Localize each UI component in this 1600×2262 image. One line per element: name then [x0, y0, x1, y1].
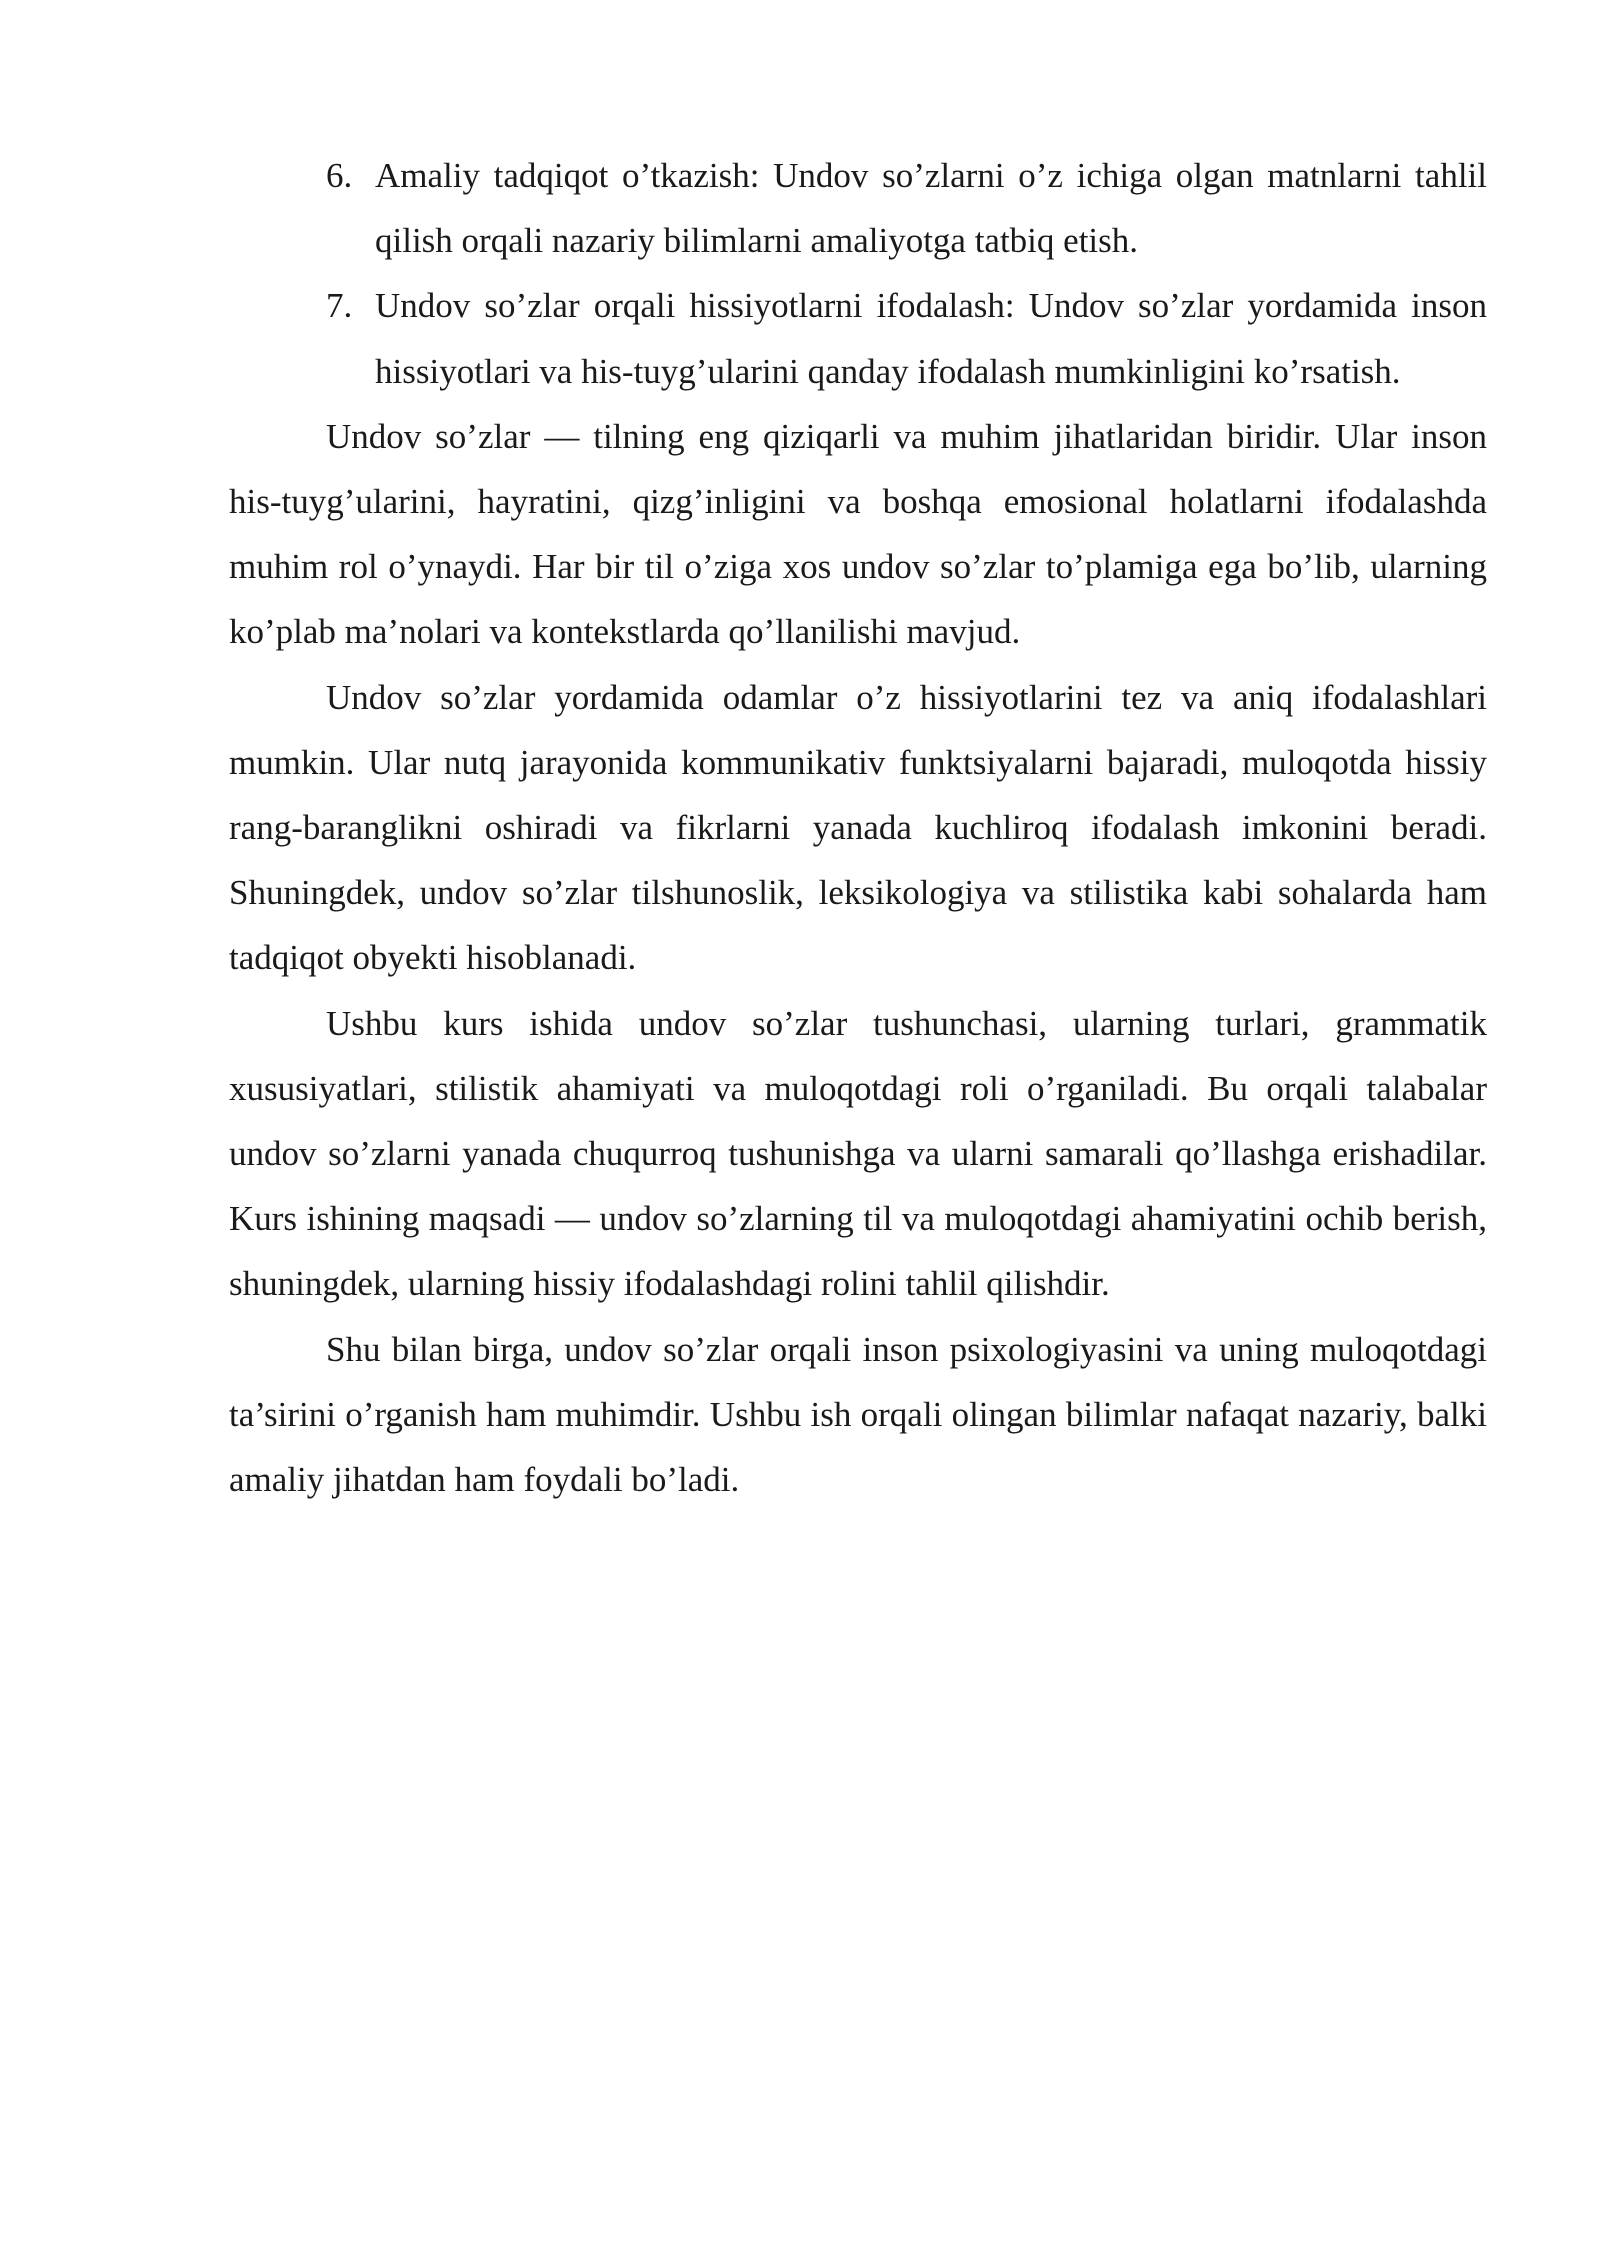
numbered-list	[229, 143, 1487, 404]
list-item-text: Undov so’zlar orqali hissiyotlarni ifodalash: Undov so’zlar yordamida inson hissiyotlari va his-tuyg’ularini qanday ifodalash mumkinligini ko’rsatish.	[375, 286, 1487, 391]
page-content	[229, 143, 1487, 1512]
paragraph: Shu bilan birga, undov so’zlar orqali inson psixologiyasini va uning muloqotdagi ta’sirini o’rganish ham muhimdir. Ushbu ish orqali olingan bilimlar nafaqat nazariy, balki amaliy jihatdan ham foydali bo’ladi.	[229, 1329, 1487, 1500]
paragraph: Ushbu kurs ishida undov so’zlar tushunchasi, ularning turlari, grammatik xususiyatlari, stilistik ahamiyati va muloqotdagi roli o’rganiladi. Bu orqali talabalar undov so’zlarni yanada chuqurroq tushunishga va ularni samarali qo’llashga erishadilar. Kurs ishining maqsadi — undov so’zlarning til va muloqotdagi ahamiyatini ochib berish, shuningdek, ularning hissiy ifodalashdagi rolini tahlil qilishdir.	[229, 1003, 1487, 1304]
list-item-number: 7.	[326, 286, 353, 326]
list-item-text: Amaliy tadqiqot o’tkazish: Undov so’zlarni o’z ichiga olgan matnlarni tahlil qilish orqali nazariy bilimlarni amaliyotga tatbiq etish.	[375, 156, 1487, 261]
paragraph: Undov so’zlar — tilning eng qiziqarli va muhim jihatlaridan biridir. Ular inson his-tuyg’ularini, hayratini, qizg’inligini va boshqa emosional holatlarni ifodalashda muhim rol o’ynaydi. Har bir til o’ziga xos undov so’zlar to’plamiga ega bo’lib, ularning ko’plab ma’nolari va kontekstlarda qo’llanilishi mavjud.	[229, 416, 1487, 652]
list-item-number: 6.	[326, 156, 353, 195]
paragraph: Undov so’zlar yordamida odamlar o’z hissiyotlarini tez va aniq ifodalashlari mumkin. Ular nutq jarayonida kommunikativ funktsiyalarni bajaradi, muloqotda hissiy rang-baranglikni oshiradi va fikrlarni yanada kuchliroq ifodalash imkonini beradi. Shuningdek, undov so’zlar tilshunoslik, leksikologiya va stilistika kabi sohalarda ham tadqiqot obyekti hisoblanadi.	[229, 677, 1487, 978]
list-item	[229, 143, 1487, 273]
list-item	[229, 273, 1487, 403]
